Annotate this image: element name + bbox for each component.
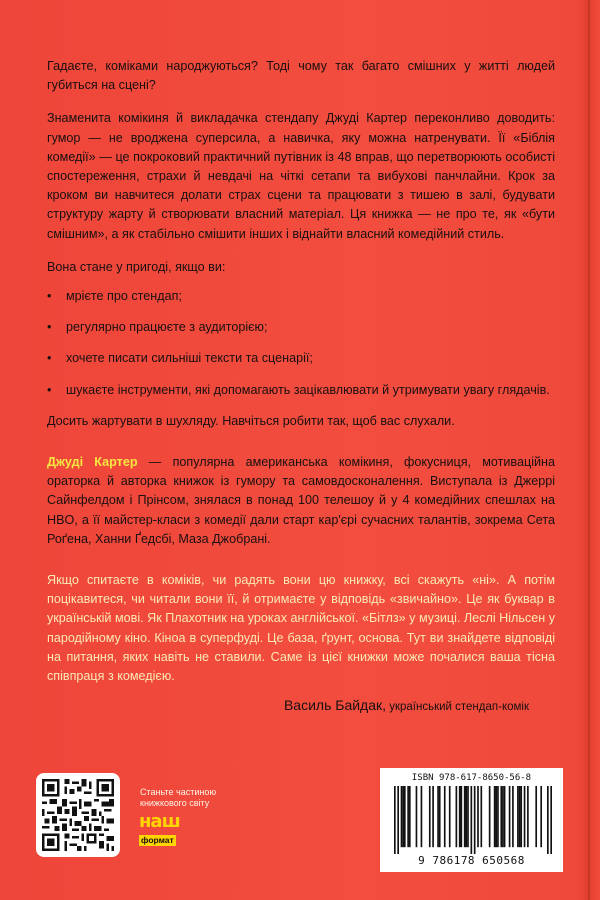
barcode-bar [494, 786, 496, 847]
barcode-bar [524, 786, 526, 847]
barcode-bar [402, 786, 404, 847]
call-to-action: Досить жартувати в шухляду. Навчіться робити так, щоб вас слухали. [47, 413, 455, 428]
list-item: • шукаєте інструменти, які допомагають зацікавлювати й утримувати увагу глядачів. [47, 381, 555, 400]
barcode-bar [512, 786, 514, 847]
publisher-logo-icon [139, 811, 180, 845]
author-name: Джуді Картер [47, 455, 138, 470]
useful-intro: Вона стане у пригоді, якщо ви: [47, 259, 226, 274]
barcode-bar [527, 786, 529, 847]
author-bio [47, 453, 555, 549]
barcode-bar [504, 786, 506, 847]
barcode-bar [519, 786, 521, 847]
barcode-bar [495, 786, 497, 847]
barcode-bar [444, 786, 446, 847]
barcode-bar [394, 786, 396, 854]
barcode-bar [421, 786, 423, 847]
logo-top-text: наш [139, 811, 180, 832]
barcode-panel [380, 768, 563, 872]
barcode-bar [474, 786, 476, 854]
bullet-list [47, 287, 555, 400]
bullet-icon: • [47, 382, 52, 397]
ean-number: 9 786178 650568 [418, 854, 525, 867]
barcode-bar [477, 786, 479, 847]
barcode-bar [520, 786, 522, 847]
barcode-bar [471, 786, 473, 854]
barcode-bar [497, 786, 499, 847]
quote-signature [47, 696, 555, 717]
barcode-bar [461, 786, 463, 847]
bullet-icon: • [47, 320, 52, 335]
description-paragraph: Знаменита комікиня й викладачка стендапу Джуді Картер переконливо доводить: гумор — не вроджена суперсила, а навичка, яку можна натренувати. Її «Біблія комедії» — це покроковий практичний путівник із 48 вправ, що перетворюють особисті спостереження, страхи й невдачі на чіткі сетапи та вибухові панчлайни. Крок за кроком ви навчитеся долати страх сцени та працювати з тишею в залі, будувати структуру жарту й створювати власний матеріал. Ця книжка — не про те, як «бути смішним», а як стабільно смішити інших і віднайти власний комедійний стиль. [47, 111, 555, 241]
slogan-line-2: книжкового світу [140, 798, 210, 808]
isbn-text: ISBN 978-617-8650-56-8 [411, 773, 532, 783]
barcode-bar [500, 786, 502, 847]
barcode-bar [407, 786, 409, 847]
barcode-bar [409, 786, 411, 847]
barcode-bar [550, 786, 552, 854]
barcode-bar [489, 786, 491, 847]
list-item: • хочете писати сильніші тексти та сценарії; [47, 349, 555, 368]
author-bio-text: — популярна американська комікиня, фокусниця, мотиваційна ораторка й авторка книжок із гумору та самовдосконалення. Виступала із Джеррі Сайнфелдом і Прінсом, знялася в понад 100 телешоу й у 4 комедійних спешлах на HBO, а її майстер-класи з комедії дали старт кар'єрі сучасних талантів, зокрема Сета Роґена, Ханни Ґедсбі, Маза Джобрані. [47, 455, 555, 546]
barcode-bar [449, 786, 451, 847]
signature-role: український стендап-комік [386, 701, 529, 714]
barcode-bar [466, 786, 468, 847]
barcode-bar [456, 786, 458, 847]
barcode-bar [464, 786, 466, 847]
barcode-icon [394, 786, 552, 854]
back-cover-text [47, 57, 555, 717]
blurb-quote: Якщо спитаєте в коміків, чи радять вони цю книжку, всі скажуть «ні». А потім поцікавитеся, чи читали вони її, й отримаєте у відповідь «звичайно». Це як буквар в українській мові. Як Плахотник на уроках англійської. «Бітлз» у музиці. Леслі Нільсен у пародійному кіно. Кіноа в суперфуді. Це база, ґрунт, основа. Тут ви знайдете відповіді на питання, яких навіть не ставили. Саме із цієї книжки може почалися ваша тісна співпраця з комедією. [47, 573, 555, 684]
barcode-bar [432, 786, 434, 847]
barcode-bar [439, 786, 441, 847]
barcode-bar [502, 786, 504, 847]
publisher-slogan [140, 787, 216, 809]
list-item: • регулярно працюєте з аудиторією; [47, 318, 555, 337]
barcode-bar [467, 786, 469, 847]
slogan-line-1: Станьте частиною [140, 787, 217, 797]
barcode-bar [437, 786, 439, 847]
list-item: • мрієте про стендап; [47, 287, 555, 306]
barcode-bar [397, 786, 399, 854]
barcode-bar [401, 786, 403, 847]
spine-edge [588, 0, 590, 900]
barcode-bar [416, 786, 418, 847]
barcode-bar [459, 786, 461, 847]
signature-name: Василь Байдак, [283, 697, 387, 714]
bullet-icon: • [47, 289, 52, 304]
barcode-bar [480, 786, 482, 847]
barcode-bar [540, 786, 542, 847]
intro-paragraph: Гадаєте, коміками народжуються? Тоді чому так багато смішних у житті людей губиться на сцені? [47, 59, 555, 93]
barcode-bar [404, 786, 406, 847]
barcode-bar [429, 786, 431, 847]
barcode-bar [535, 786, 537, 847]
bullet-icon: • [47, 351, 52, 366]
qr-code-icon [36, 773, 120, 857]
logo-bottom-text: формат [141, 835, 174, 845]
barcode-bar [517, 786, 519, 847]
barcode-bar [547, 786, 549, 854]
barcode-bar [509, 786, 511, 847]
